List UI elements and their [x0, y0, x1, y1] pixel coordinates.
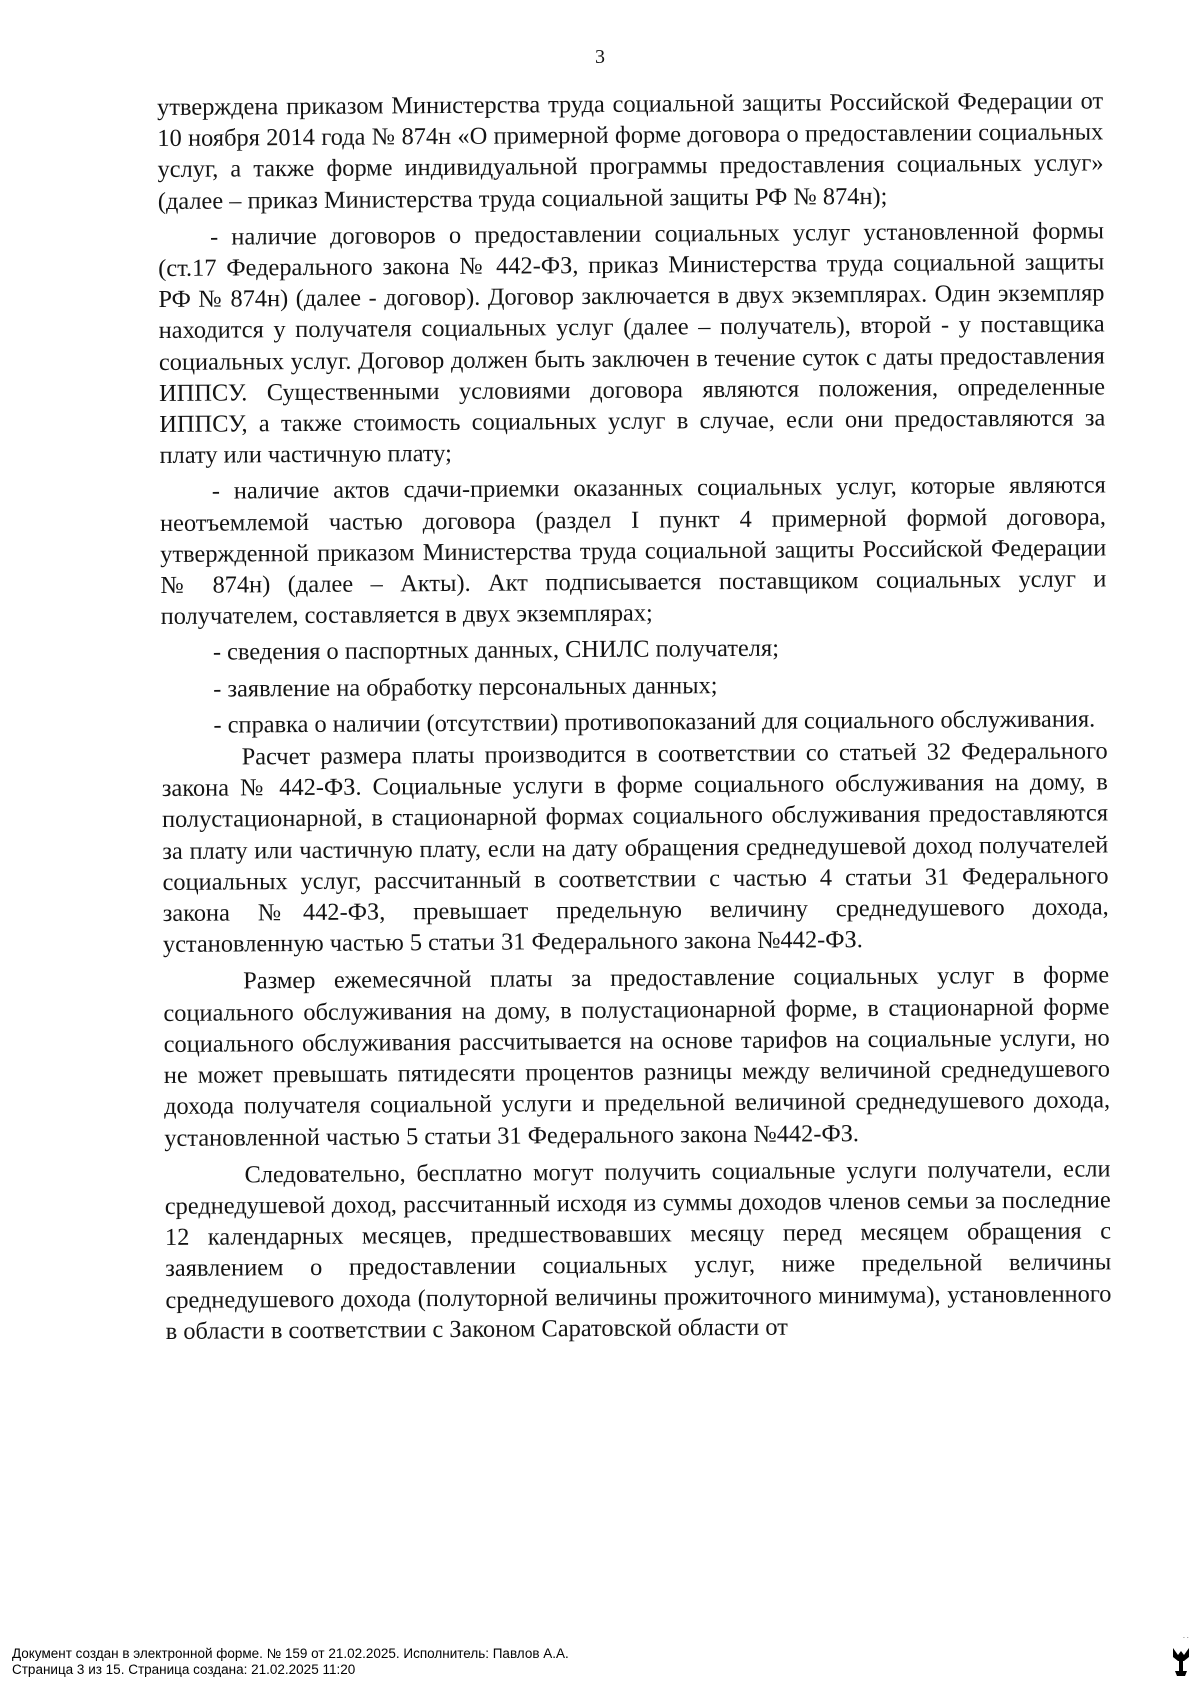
paragraph-free-services: Следовательно, бесплатно могут получить социальные услуги получатели, если среднедушевой доход, рассчитанный исходя из суммы доходов членов семьи за последние 12 календарных месяцев, предшествовавших месяцу перед месяцем обращения с заявлением о предоставлении социальных услуг, ниже предельной величины среднедушевого дохода (полуторной величины прожиточного минимума), установленного в области в соответствии с Законом Саратовской области от [164, 1155, 1112, 1345]
coat-of-arms-icon [1170, 1645, 1192, 1679]
footer-document-info: Документ создан в электронной форме. № 159 от 21.02.2025. Исполнитель: Павлов А.А. [12, 1646, 569, 1661]
corner-mark: · · [1183, 1635, 1189, 1642]
paragraph-order-reference: утверждена приказом Министерства труда социальной защиты Российской Федерации от 10 ноября 2014 года № 874н «О примерной форме договора о предоставлении социальных услуг, а также форме индивидуальной программы предоставления социальных услуг» (далее – приказ Министерства труда социальной защиты РФ № 874н); [157, 87, 1104, 215]
paragraph-acts: - наличие актов сдачи-приемки оказанных социальных услуг, которые являются неотъемлемой частью договора (раздел I пункт 4 примерной формой договора, утвержденной приказом Министерства труда социальной защиты Российской Федерации № 874н) (далее – Акты). Акт подписывается поставщиком социальных услуг и получателем, составляется в двух экземплярах; [159, 471, 1107, 631]
paragraph-consent: - заявление на обработку персональных данных; [213, 671, 718, 703]
paragraph-contracts: - наличие договоров о предоставлении социальных услуг установленной формы (ст.17 Федерального закона № 442-ФЗ, приказ Министерства труда социальной защиты РФ № 874н) (далее - договор). Договор заключается в двух экземплярах. Один экземпляр находится у получателя социальных услуг (далее – получатель), второй - у поставщика социальных услуг. Договор должен быть заключен в течение суток с даты предоставления ИППСУ. Существенными условиями договора являются положения, определенные ИППСУ, а также стоимость социальных услуг в случае, если они предоставляются за плату или частичную плату; [158, 217, 1106, 470]
paragraph-fee-calculation: Расчет размера платы производится в соответствии со статьей 32 Федерального закона № 442-ФЗ. Социальные услуги в форме социального обслуживания на дому, в полустационарной, в стационарной формах социального обслуживания предоставляются за плату или частичную плату, если на дату обращения среднедушевой доход получателей социальных услуг, рассчитанный в соответствии с частью 4 статьи 31 Федерального закона №442-ФЗ, превышает предельную величину среднедушевого дохода, установленную частью 5 статьи 31 Федерального закона №442-ФЗ. [161, 737, 1109, 959]
paragraph-passport: - сведения о паспортных данных, СНИЛС получателя; [212, 635, 780, 667]
footer-page-info: Страница 3 из 15. Страница создана: 21.02.2025 11:20 [12, 1662, 356, 1677]
document-body [157, 85, 1112, 1346]
page-number: 3 [595, 46, 605, 68]
document-footer [12, 1646, 569, 1678]
paragraph-medical-certificate: - справка о наличии (отсутствии) противопоказаний для социального обслуживания. [213, 705, 1096, 739]
paragraph-monthly-fee: Размер ежемесячной платы за предоставление социальных услуг в форме социального обслуживания на дому, в полустационарной форме, в стационарной форме социального обслуживания рассчитывается на основе тарифов на социальные услуги, но не может превышать пятидесяти процентов разницы между величиной среднедушевого дохода получателя социальной услуги и предельной величиной среднедушевого дохода, установленной частью 5 статьи 31 Федерального закона №442-ФЗ. [163, 961, 1111, 1152]
